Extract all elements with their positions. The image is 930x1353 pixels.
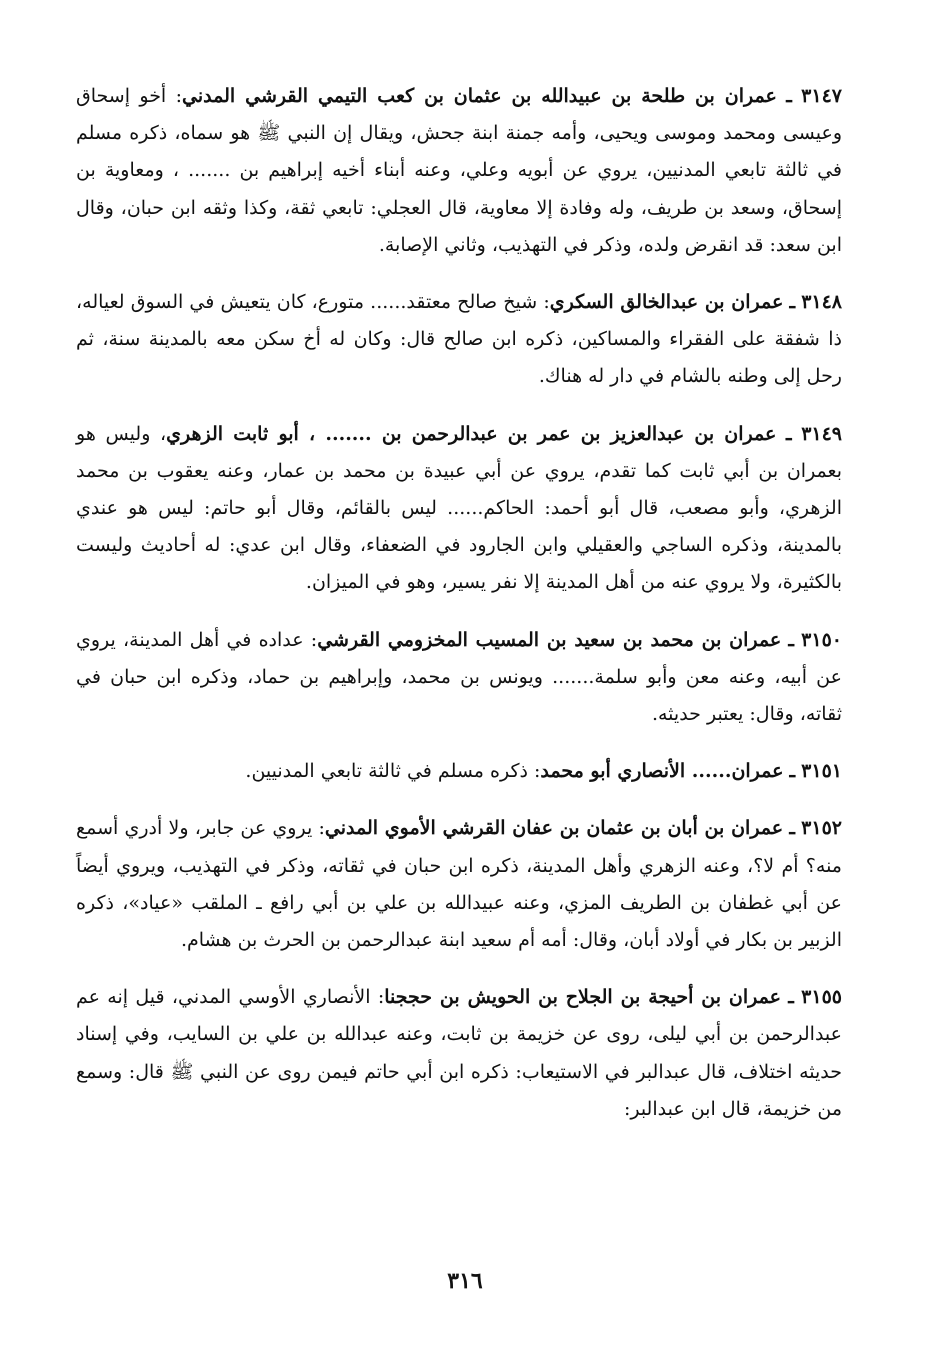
entry-number: ٣١٤٩ <box>801 422 843 445</box>
document-page <box>76 78 842 1148</box>
entry-body: : عداده في أهل المدينة، يروي عن أبيه، وعنه معن وأبو سلمة....... ويونس بن محمد، وإبراهيم بن حماد، وذكره ابن حبان في ثقاته، وقال: يعتبر حديثه. <box>76 628 842 726</box>
entry-name: عمران بن أبان بن عثمان بن عفان القرشي الأموي المدني <box>324 817 784 840</box>
page-number: ٣١٦ <box>447 1268 483 1294</box>
entry-body: : الأنصاري الأوسي المدني، قيل إنه عم عبدالرحمن بن أبي ليلى، روى عن خزيمة بن ثابت، وعنه عبدالله بن علي بن السايب، وفي إسناد حديثه اختلاف، قال عبدالبر في الاستيعاب: ذكره ابن أبي حاتم فيمن روى عن النبي ﷺ قال: وسمع من خزيمة، قال ابن عبدالبر: <box>76 986 842 1120</box>
entry-dash: ـ <box>786 85 792 107</box>
entry-3148 <box>76 284 842 396</box>
entry-3147 <box>76 78 842 264</box>
entry-dash: ـ <box>788 986 794 1009</box>
entry-body: : شيخ صالح معتقد...... متورع، كان يتعيش في السوق لعياله، ذا شفقة على الفقراء والمساكين، ذكره ابن صالح قال: وكان له أخ سكن معه بالمدينة سنة، ثم رحل إلى وطنه بالشام في دار له هناك. <box>76 291 842 388</box>
entry-3151 <box>76 753 842 790</box>
entry-dash: ـ <box>789 817 795 840</box>
entry-3150 <box>76 622 842 734</box>
entry-number: ٣١٥١ <box>801 760 842 783</box>
entry-body: : يروي عن جابر، ولا أدري أسمع منه؟ أم لا؟، وعنه الزهري وأهل المدينة، ذكره ابن حبان في ثقاته، وذكر في التهذيب، ويروي أيضاً عن أبي غطفان بن الطريف المزي، وعنه عبيدالله بن علي بن أبي رافع ـ الملقب «عياد»، ذكره الزبير بن بكار في أولاد أبان، وقال: أمه أم سعيد ابنة عبدالرحمن بن الحرث بن هشام. <box>76 817 842 952</box>
entry-name: عمران بن عبدالعزيز بن عمر بن عبدالرحمن بن ....... ، أبو ثابت الزهري <box>166 422 777 445</box>
entry-3149 <box>76 416 842 602</box>
entry-dash: ـ <box>788 628 794 651</box>
entry-number: ٣١٥٢ <box>801 817 842 840</box>
entry-number: ٣١٥٥ <box>801 986 842 1009</box>
entry-number: ٣١٥٠ <box>801 628 842 651</box>
entry-3155 <box>76 979 842 1128</box>
entry-name: عمران بن محمد بن سعيد بن المسيب المخزومي القرشي <box>317 628 782 651</box>
entry-3152 <box>76 810 842 959</box>
entry-number: ٣١٤٧ <box>801 85 842 107</box>
entry-name: عمران بن طلحة بن عبيدالله بن عثمان بن كعب التيمي القرشي المدني <box>182 85 777 107</box>
entry-dash: ـ <box>789 760 796 783</box>
entry-body: : أخو إسحاق وعيسى ومحمد وموسى ويحيى، وأمه جمنة ابنة جحش، ويقال إن النبي ﷺ هو سماه، ذكره مسلم في ثالثة تابعي المدنيين، يروي عن أبويه وعلي، وعنه أبناء أخيه إبراهيم بن ....... ، ومعاوية بن إسحاق، وسعد بن طريف، وله وفادة إلا معاوية، قال العجلي: تابعي ثقة، وكذا وثقه ابن حبان، وقال ابن سعد: قد انقرض ولده، وذكر في التهذيب، وثاني الإصابة. <box>76 85 843 256</box>
entry-name: عمران بن عبدالخالق السكري <box>549 291 784 314</box>
entry-name: عمران...... الأنصاري أبو محمد <box>540 760 784 783</box>
entry-body: : ذكره مسلم في ثالثة تابعي المدنيين. <box>245 760 541 783</box>
entry-dash: ـ <box>789 291 796 314</box>
entry-name: عمران بن أحيجة بن الجلاح بن الحويش بن حججنا <box>384 986 781 1009</box>
entry-dash: ـ <box>785 422 792 445</box>
entry-body: ، وليس هو بعمران بن أبي ثابت كما تقدم، يروي عن أبي عبيدة بن محمد بن عمار، وعنه يعقوب بن محمد الزهري، وأبو مصعب، قال أبو أحمد: الحاكم...... ليس بالقائم، وقال أبو حاتم: ليس هو عندي بالمدينة، وذكره الساجي والعقيلي وابن الجارود في الضعفاء، وقال ابن عدي: له أحاديث وليست بالكثيرة، ولا يروي عنه من أهل المدينة إلا نفر يسير، وهو في الميزان. <box>76 422 842 594</box>
entry-number: ٣١٤٨ <box>801 291 843 314</box>
